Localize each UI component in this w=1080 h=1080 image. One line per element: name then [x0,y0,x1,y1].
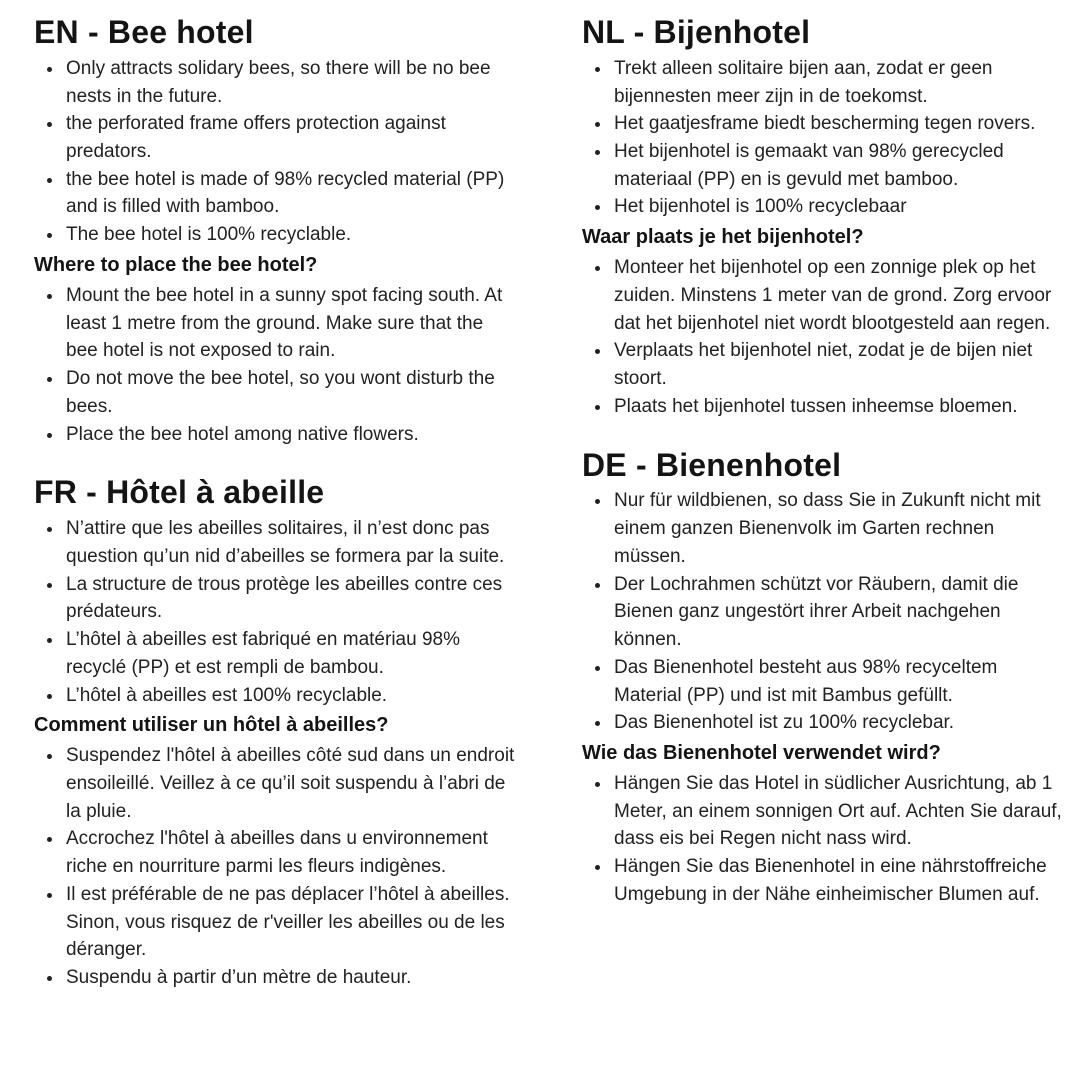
bullet-list-de-placement [578,770,1066,909]
section-title-de: DE - Bienenhotel [582,446,842,483]
list-item: • Il est préférable de ne pas déplacer l’hôtel à abeilles. Sinon, vous risquez de r'veiller les abeilles ou de les déranger. [64,881,518,964]
section-subtitle-fr: Comment utiliser un hôtel à abeilles? [34,714,389,737]
list-item: • Trekt alleen solitaire bijen aan, zodat er geen bijennesten meer zijn in de toekomst. [612,55,1066,110]
list-item: • L’hôtel à abeilles est 100% recyclable. [64,682,518,710]
list-item: • Plaats het bijenhotel tussen inheemse bloemen. [612,393,1066,421]
bullet-list-fr-intro [30,515,518,709]
list-item: • Verplaats het bijenhotel niet, zodat je de bijen niet stoort. [612,337,1066,392]
list-item: • Der Lochrahmen schützt vor Räubern, damit die Bienen ganz ungestört ihrer Arbeit nachgehen können. [612,571,1066,654]
bullet-list-de-intro [578,487,1066,737]
list-item: • Place the bee hotel among native flowers. [64,421,518,449]
list-item: • Monteer het bijenhotel op een zonnige plek op het zuiden. Minstens 1 meter van de grond. Zorg ervoor dat het bijenhotel niet wordt blootgesteld aan regen. [612,254,1066,337]
bullet-list-en-intro [30,55,518,249]
section-en [30,14,518,448]
section-subtitle-nl: Waar plaats je het bijenhotel? [582,226,864,249]
section-title-fr: FR - Hôtel à abeille [34,474,325,511]
list-item: • Nur für wildbienen, so dass Sie in Zukunft nicht mit einem ganzen Bienenvolk im Garten rechnen müssen. [612,487,1066,570]
list-item: • Het gaatjesframe biedt bescherming tegen rovers. [612,110,1066,138]
list-item: • Hängen Sie das Hotel in südlicher Ausrichtung, ab 1 Meter, an einem sonnigen Ort auf. Achten Sie darauf, dass eis bei Regen nicht nass wird. [612,770,1066,853]
list-item: • Hängen Sie das Bienenhotel in eine nährstoffreiche Umgebung in der Nähe einheimischer Blumen auf. [612,853,1066,908]
list-item: • Suspendez l'hôtel à abeilles côté sud dans un endroit ensoileillé. Veillez à ce qu’il soit suspendu à l’abri de la pluie. [64,742,518,825]
bullet-list-nl-placement [578,254,1066,420]
list-item: • Do not move the bee hotel, so you wont disturb the bees. [64,365,518,420]
section-fr [30,474,518,992]
list-item: • The bee hotel is 100% recyclable. [64,221,518,249]
list-item: • N’attire que les abeilles solitaires, il n’est donc pas question qu’un nid d’abeilles se formera par la suite. [64,515,518,570]
bullet-list-nl-intro [578,55,1066,221]
list-item: • the bee hotel is made of 98% recycled material (PP) and is filled with bamboo. [64,166,518,221]
list-item: • Accrochez l'hôtel à abeilles dans u environnement riche en nourriture parmi les fleurs indigènes. [64,825,518,880]
list-item: • Mount the bee hotel in a sunny spot facing south. At least 1 metre from the ground. Make sure that the bee hotel is not exposed to rain. [64,282,518,365]
bullet-list-en-placement [30,282,518,448]
section-title-en: EN - Bee hotel [34,14,254,50]
list-item: • Het bijenhotel is gemaakt van 98% gerecycled materiaal (PP) en is gevuld met bamboo. [612,138,1066,193]
list-item: • Das Bienenhotel besteht aus 98% recyceltem Material (PP) und ist mit Bambus gefüllt. [612,654,1066,709]
list-item: • La structure de trous protège les abeilles contre ces prédateurs. [64,571,518,626]
left-column [0,14,540,1080]
list-item: • Das Bienenhotel ist zu 100% recyclebar. [612,709,1066,737]
section-nl [578,14,1066,421]
bullet-list-fr-placement [30,742,518,992]
section-de [578,447,1066,909]
list-item: • the perforated frame offers protection against predators. [64,110,518,165]
list-item: • Het bijenhotel is 100% recyclebaar [612,193,1066,221]
right-column [540,14,1080,1080]
section-subtitle-en: Where to place the bee hotel? [34,253,318,276]
section-subtitle-de: Wie das Bienenhotel verwendet wird? [582,742,941,765]
section-title-nl: NL - Bijenhotel [582,14,811,50]
list-item: • Suspendu à partir d’un mètre de hauteur. [64,964,518,992]
list-item: • L’hôtel à abeilles est fabriqué en matériau 98% recyclé (PP) et est rempli de bambou. [64,626,518,681]
list-item: • Only attracts solidary bees, so there will be no bee nests in the future. [64,55,518,110]
